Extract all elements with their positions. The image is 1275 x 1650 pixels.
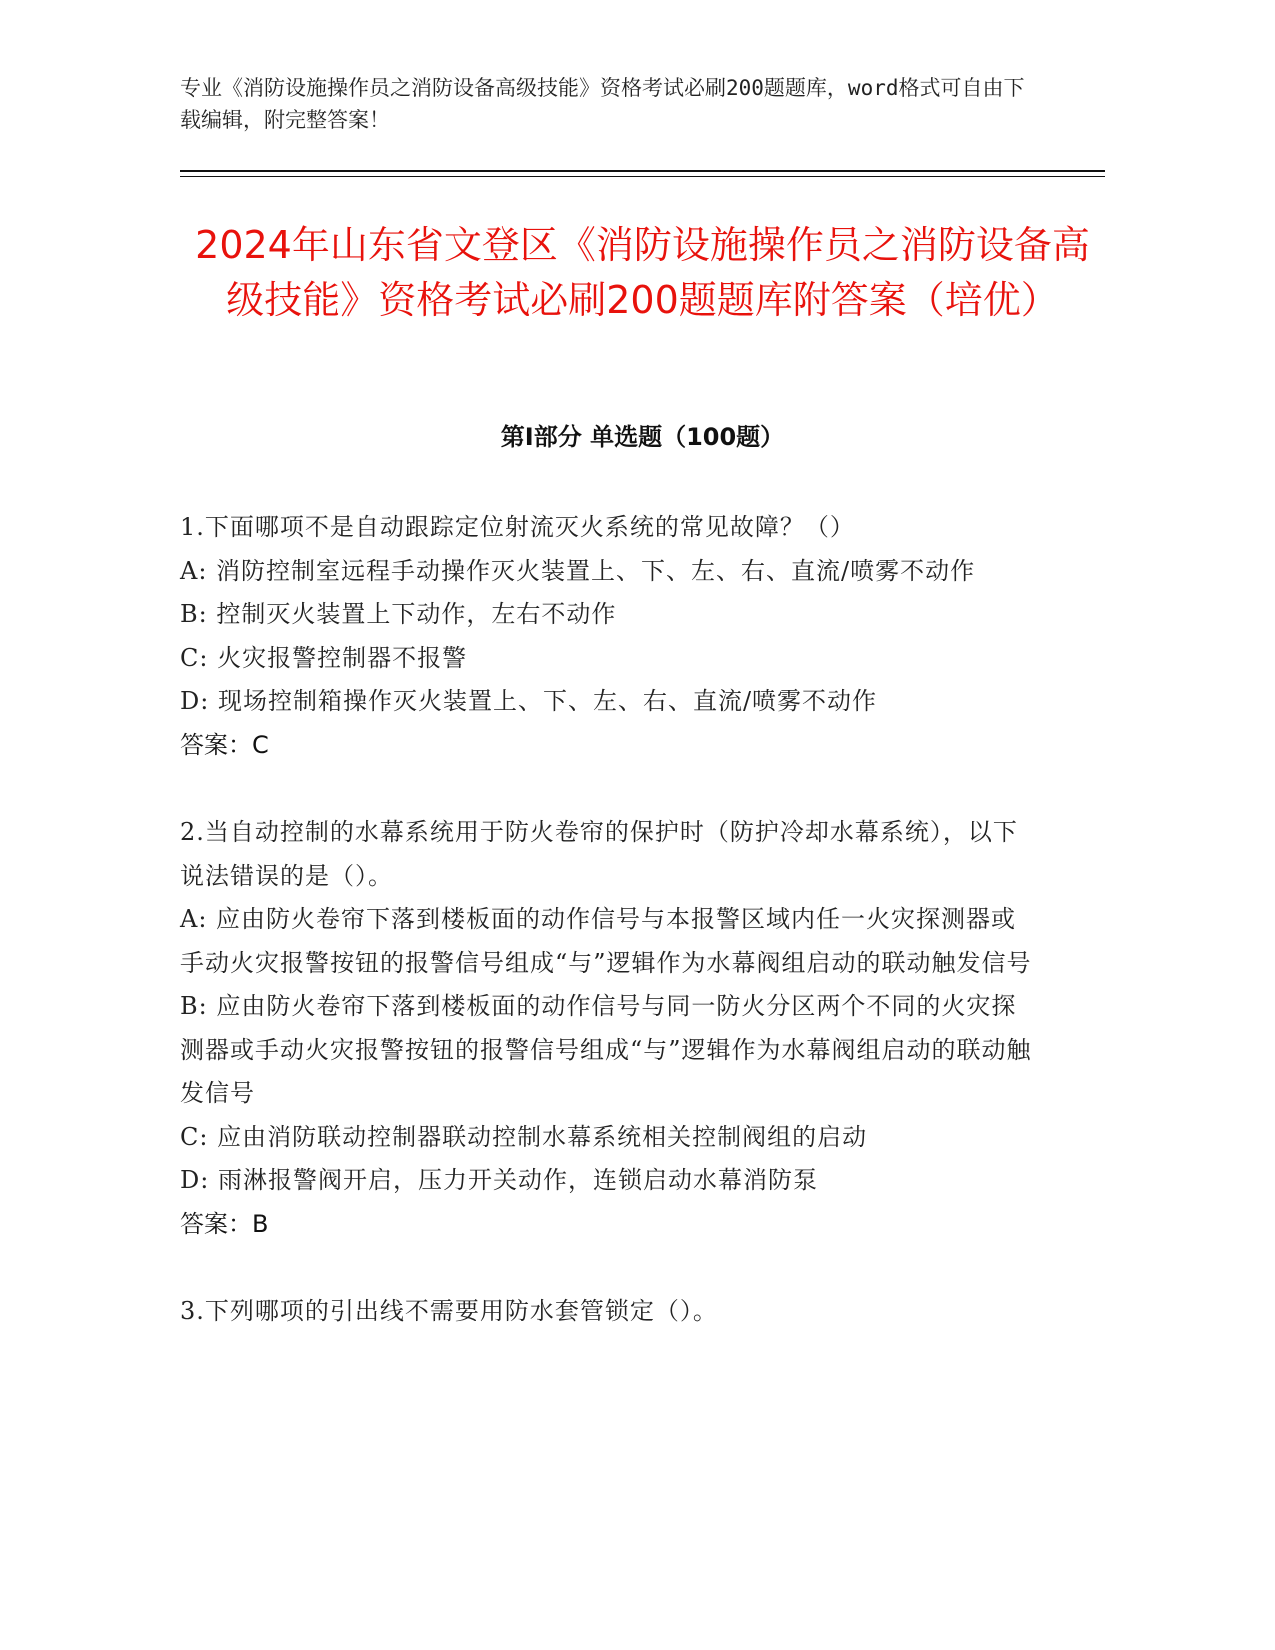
question-list — [180, 506, 1040, 1378]
question-2 — [180, 811, 1040, 1246]
header-note: 专业《消防设施操作员之消防设备高级技能》资格考试必刷200题题库，word格式可自由下载编辑，附完整答案！ — [180, 76, 1025, 132]
header-divider-thick — [180, 170, 1105, 172]
question-stem: 1.下面哪项不是自动跟踪定位射流灭火系统的常见故障？（） — [180, 513, 855, 541]
option-b: B: 控制灭火装置上下动作，左右不动作 — [180, 600, 617, 628]
answer-label: 答案：B — [180, 1209, 269, 1238]
option-d: D: 雨淋报警阀开启，压力开关动作，连锁启动水幕消防泵 — [180, 1166, 818, 1194]
option-a: A: 消防控制室远程手动操作灭火装置上、下、左、右、直流/喷雾不动作 — [180, 556, 976, 585]
question-1 — [180, 506, 1040, 767]
document-title: 2024年山东省文登区《消防设施操作员之消防设备高级技能》资格考试必刷200题题库附答案（培优） — [195, 223, 1090, 322]
option-b: B: 应由防火卷帘下落到楼板面的动作信号与同一防火分区两个不同的火灾探测器或手动火灾报警按钮的报警信号组成“与”逻辑作为水幕阀组启动的联动触发信号 — [180, 992, 1032, 1107]
question-stem: 3.下列哪项的引出线不需要用防水套管锁定（）。 — [180, 1297, 718, 1325]
section-title: 第Ⅰ部分 单选题（100题） — [500, 423, 785, 451]
question-stem: 2.当自动控制的水幕系统用于防火卷帘的保护时（防护冷却水幕系统），以下说法错误的是（）。 — [180, 818, 1018, 890]
option-a: A: 应由防火卷帘下落到楼板面的动作信号与本报警区域内任一火灾探测器或手动火灾报警按钮的报警信号组成“与”逻辑作为水幕阀组启动的联动触发信号 — [180, 905, 1032, 977]
option-c: C: 应由消防联动控制器联动控制水幕系统相关控制阀组的启动 — [180, 1122, 868, 1151]
answer-label: 答案：C — [180, 730, 269, 759]
header-divider-thin — [180, 176, 1105, 177]
option-d: D: 现场控制箱操作灭火装置上、下、左、右、直流/喷雾不动作 — [180, 687, 878, 715]
option-c: C: 火灾报警控制器不报警 — [180, 643, 468, 672]
question-3 — [180, 1290, 1040, 1334]
